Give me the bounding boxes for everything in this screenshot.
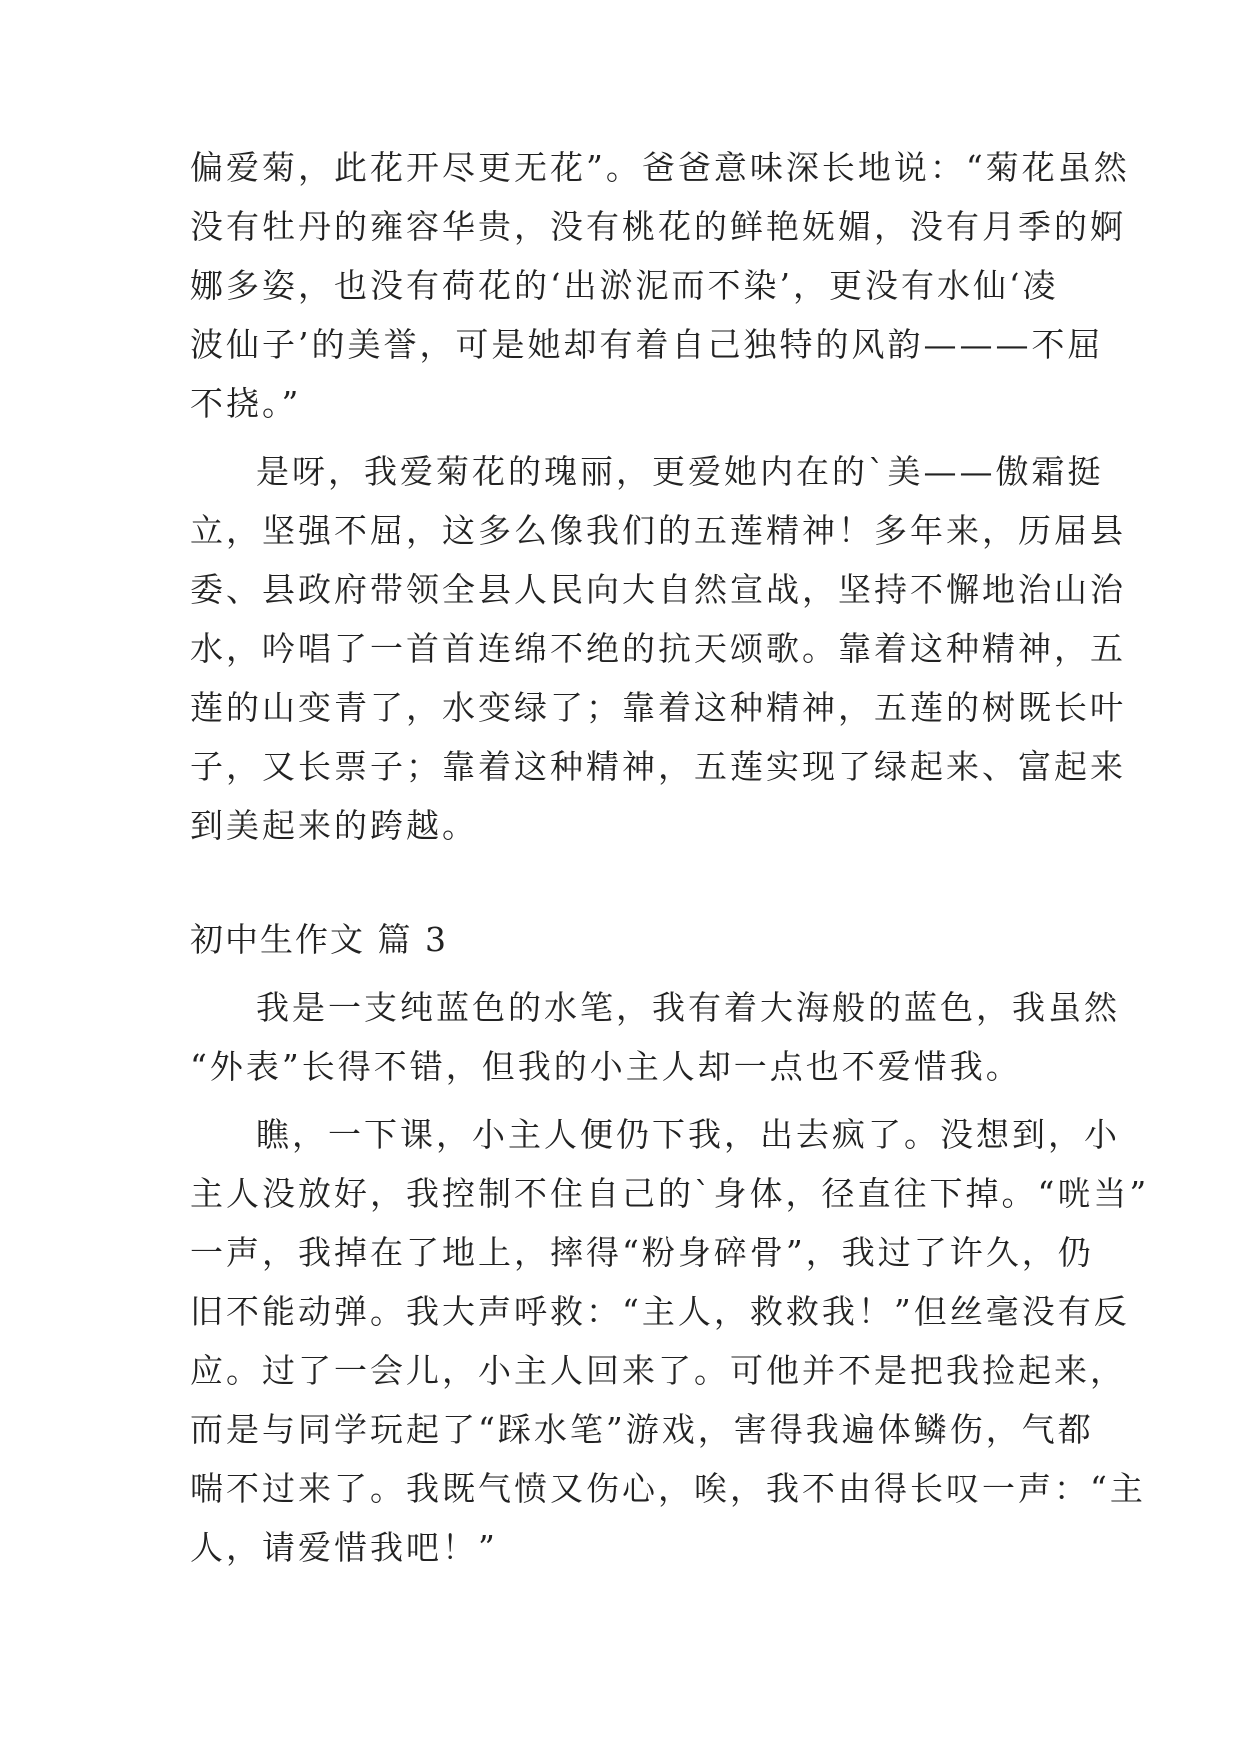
para1-line-1: 偏爱菊，此花开尽更无花”。爸爸意味深长地说：“菊花虽然 <box>190 148 1130 187</box>
para2-line-3: 委、县政府带领全县人民向大自然宣战，坚持不懈地治山治 <box>190 570 1126 609</box>
para1-line-5: 不挠。” <box>190 384 302 423</box>
para2-line-7: 到美起来的跨越。 <box>190 806 478 845</box>
para4-line-3: 一声，我掉在了地上，摔得“粉身碎骨”，我过了许久，仍 <box>190 1233 1094 1272</box>
para4-line-5: 应。过了一会儿，小主人回来了。可他并不是把我捡起来， <box>190 1351 1126 1390</box>
section-heading: 初中生作文 篇 3 <box>190 920 448 959</box>
para2-line-1: 是呀，我爱菊花的瑰丽，更爱她内在的`美——傲霜挺 <box>256 452 1104 491</box>
para2-line-5: 莲的山变青了，水变绿了；靠着这种精神，五莲的树既长叶 <box>190 688 1126 727</box>
para4-line-1: 瞧，一下课，小主人便仍下我，出去疯了。没想到，小 <box>256 1115 1120 1154</box>
para1-line-2: 没有牡丹的雍容华贵，没有桃花的鲜艳妩媚，没有月季的婀 <box>190 207 1126 246</box>
para3-line-2: “外表”长得不错，但我的小主人却一点也不爱惜我。 <box>190 1047 1022 1086</box>
para3-line-1: 我是一支纯蓝色的水笔，我有着大海般的蓝色，我虽然 <box>256 988 1120 1027</box>
para4-line-7: 喘不过来了。我既气愤又伤心，唉，我不由得长叹一声：“主 <box>190 1469 1146 1508</box>
para4-line-2: 主人没放好，我控制不住自己的`身体，径直往下掉。“咣当” <box>190 1174 1150 1213</box>
para4-line-6: 而是与同学玩起了“踩水笔”游戏，害得我遍体鳞伤，气都 <box>190 1410 1094 1449</box>
para4-line-4: 旧不能动弹。我大声呼救：“主人，救救我！”但丝毫没有反 <box>190 1292 1130 1331</box>
para2-line-6: 子，又长票子；靠着这种精神，五莲实现了绿起来、富起来 <box>190 747 1126 786</box>
para4-line-8: 人，请爱惜我吧！” <box>190 1528 498 1567</box>
para1-line-4: 波仙子’的美誉，可是她却有着自己独特的风韵———不屈 <box>190 325 1104 364</box>
para1-line-3: 娜多姿，也没有荷花的‘出淤泥而不染’，更没有水仙‘凌 <box>190 266 1059 305</box>
para2-line-4: 水，吟唱了一首首连绵不绝的抗天颂歌。靠着这种精神，五 <box>190 629 1126 668</box>
para2-line-2: 立，坚强不屈，这多么像我们的五莲精神！多年来，历届县 <box>190 511 1126 550</box>
